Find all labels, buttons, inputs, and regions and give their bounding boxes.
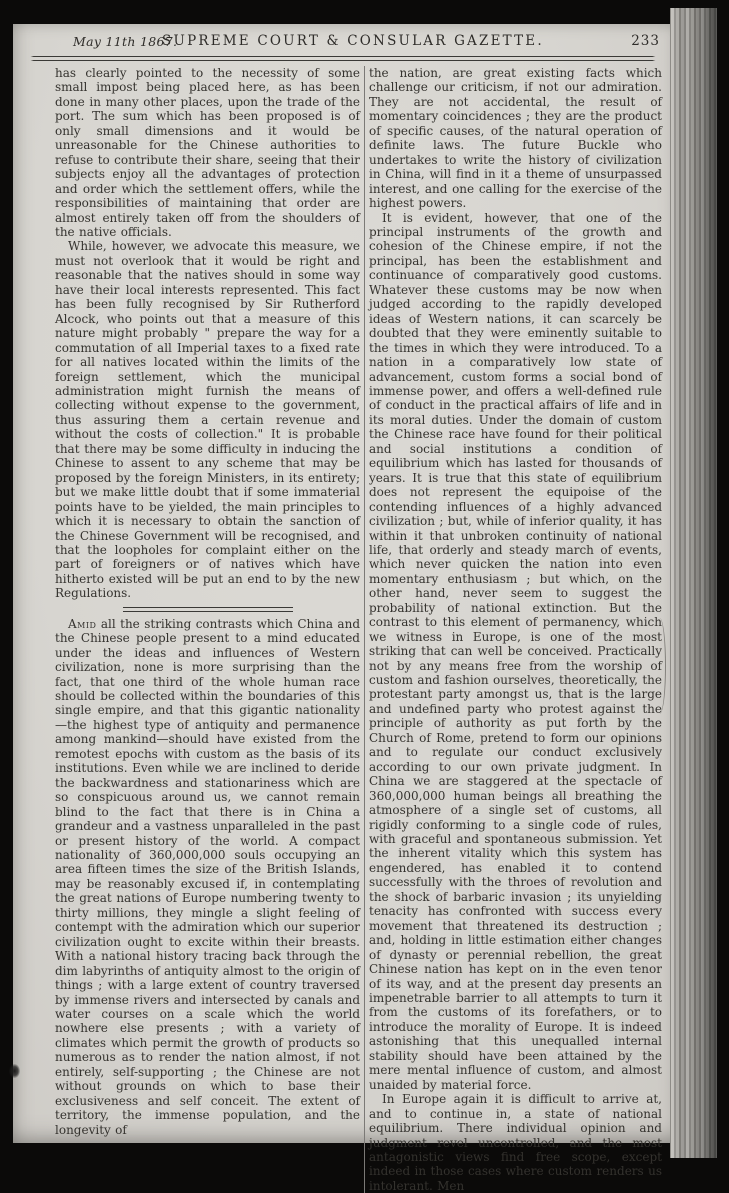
masthead-title: SUPREME COURT & CONSULAR GAZETTE. — [162, 33, 544, 49]
article-paragraph: In Europe again it is difficult to arrive at, and to continue in, a state of national equilibrium. There individual opinion and judgment revel uncontrolled, and the most antagonistic views find free scope, except indeed in those cases where custom renders us intolerant. Men — [369, 1092, 662, 1193]
paragraph-text: all the striking contrasts which China and the Chinese people present to a mind educated under the ideas and influences of Western civilization, none is more surprising than the fact, that one third of the whole human race should be collected within the boundaries of this single empire, and that this gigantic nationality —the highest type of antiquity and permanence among mankind—should have existed from the remotest epochs with custom as the basis of its institutions. Even while we are inclined to deride the backwardness and stationariness which are so conspicuous around us, we cannot remain blind to the fact that there is in China a grandeur and a vastness unparalleled in the past or present history of the world. A compact nationality of 360,000,000 souls occupying an area fifteen times the size of the British Islands, may be reasonably excused if, in contemplating the great nations of Europe numbering twenty to thirty millions, they mingle a slight feeling of contempt with the admiration which our superior civilization ought to excite within their breasts. With a national history tracing back through the dim labyrinths of antiquity almost to the origin of things ; with a large extent of country traversed by immense rivers and intersected by canals and water courses on a scale which the world nowhere else presents ; with a variety of climates which permit the growth of products so numerous as to render the nation almost, if not entirely, self-supporting ; the Chinese are not without grounds on which to base their exclusiveness and self conceit. The extent of territory, the immense population, and the longevity of — [55, 616, 360, 1137]
article-paragraph — [55, 617, 360, 1137]
article-paragraph: has clearly pointed to the necessity of some small impost being placed here, as has been done in many other places, upon the trade of the port. The sum which has been proposed is of only small dimensions and it would be unreasonable for the Chinese authorities to refuse to contribute their share, seeing that their subjects enjoy all the advantages of protection and order which the settlement offers, while the responsibilities of maintaining that order are almost entirely taken off from the shoulders of the native officials. — [55, 66, 360, 239]
ink-smudge — [9, 1064, 20, 1078]
article-paragraph: It is evident, however, that one of the principal instruments of the growth and cohesion of the Chinese empire, if not the principal, has been the establishment and continuance of comparatively good customs. Whatever these customs may be now when judged according to the rapidly developed ideas of Western nations, it can scarcely be doubted that they were eminently suitable to the times in which they were introduced. To a nation in a comparatively low state of advancement, custom forms a social bond of immense power, and offers a well-defined rule of conduct in the practical affairs of life and in its moral duties. Under the domain of custom the Chinese race have found for their political and social institutions a condition of equilibrium which has lasted for thousands of years. It is true that this state of equilibrium does not represent the equipoise of the contending influences of a highly advanced civilization ; but, while of inferior quality, it has within it that unbroken continuity of national life, that orderly and steady march of events, which never quicken the nation into even momentary enthusiasm ; but which, on the other hand, never seem to suggest the probability of national extinction. But the contrast to this element of permanency, which we witness in Europe, is one of the most striking that can well be conceived. Practically not by any means free from the worship of custom and fashion ourselves, theoretically, the protestant party amongst us, that is the large and undefined party who protest against the principle of authority as put forth by the Church of Rome, pretend to form our opinions and to regulate our conduct exclusively according to our own private judgment. In China we are staggered at the spectacle of 360,000,000 human beings all breathing the atmosphere of a single set of customs, all rigidly conforming to a single code of rules, with graceful and spontaneous submission. Yet the inherent vitality which this system has engendered, has enabled it to contend successfully with the throes of revolution and the shock of barbaric invasion ; its unyielding tenacity has confronted with success every movement that threatened its destruction ; and, holding in little estimation either changes of dynasty or perennial rebellion, the great Chinese nation has kept on in the even tenor of its way, and at the present day presents an impenetrable barrier to all attempts to turn it from the customs of its forefathers, or to introduce the morality of Europe. It is indeed astonishing that this unequalled internal stability should have been attained by the mere mental influence of custom, and almost unaided by material force. — [369, 210, 662, 1092]
masthead-date: May 11th 1867. — [73, 34, 178, 49]
book-page-edges — [670, 8, 717, 1158]
column-left — [55, 66, 360, 1193]
masthead-rule — [26, 56, 660, 61]
masthead — [13, 31, 670, 53]
column-right — [369, 66, 662, 1193]
article-columns — [55, 66, 662, 1193]
article-paragraph: While, however, we advocate this measure, we must not overlook that it would be right and reasonable that the natives should in some way have their local interests represented. This fact has been fully recognised by Sir Rutherford Alcock, who points out that a measure of this nature might probably " prepare the way for a commutation of all Imperial taxes to a fixed rate for all natives located within the limits of the foreign settlement, which the municipal administration might furnish the means of collecting without expense to the government, thus assuring them a certain revenue and without the costs of collection." It is probable that there may be some difficulty in inducing the Chinese to assent to any scheme that may be proposed by the foreign Ministers, in its entirety; but we make little doubt that if some immaterial points have to be yielded, the main principles to which it is necessary to obtain the sanction of the Chinese Government will be recognised, and that the loopholes for complaint either on the part of foreigners or of natives which have hitherto existed will be put an end to by the new Regulations. — [55, 239, 360, 601]
margin-annotation-mark — [654, 618, 666, 714]
paragraph-lead-word: Amid — [68, 616, 97, 631]
column-divider-rule — [364, 66, 365, 1193]
masthead-page-number: 233 — [631, 33, 660, 49]
article-paragraph: the nation, are great existing facts which challenge our criticism, if not our admiration. They are not accidental, the result of momentary coincidences ; they are the product of specific causes, of the natural operation of definite laws. The future Buckle who undertakes to write the history of civilization in China, will find in it a theme of unsurpassed interest, and one calling for the exercise of the highest powers. — [369, 66, 662, 211]
section-separator-rule — [123, 607, 293, 612]
scanned-newspaper-page — [13, 24, 671, 1193]
